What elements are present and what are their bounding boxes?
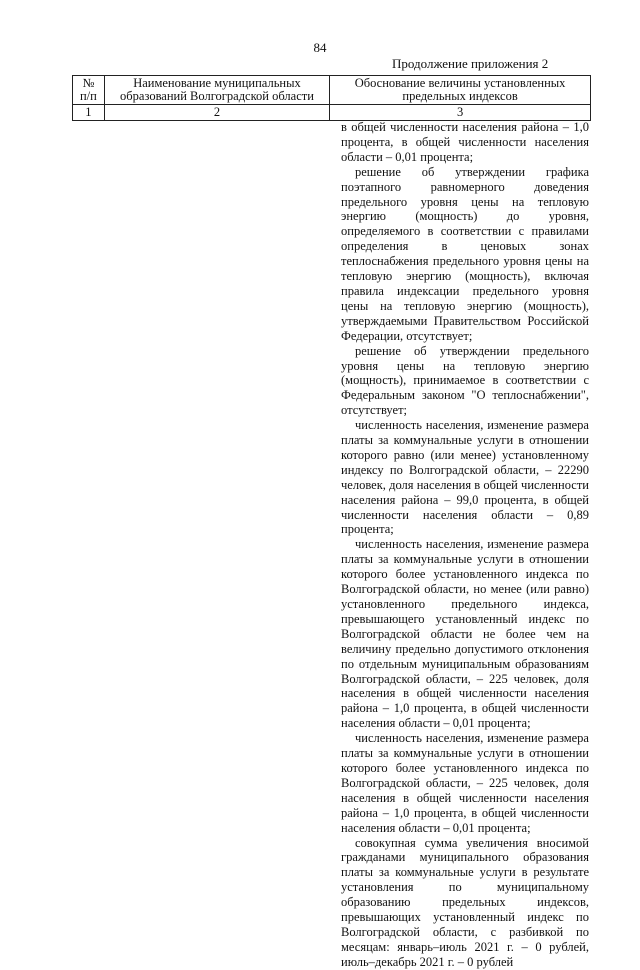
paragraph: решение об утверждении предельного уровня цены на тепловую энергию (мощность), принимаемое в соответствии с Федеральным законом "О теплоснабжении", отсутствует; [341, 343, 589, 418]
header-cell-municipality [104, 76, 329, 105]
paragraph: совокупная сумма увеличения вносимой гражданами муниципального образования платы за коммунальные услуги в результате установления по муниципальному образованию предельных индексов, превышающих установленный индекс по Волгоградской области, с разбивкой по месяцам: январь–июль 2021 г. – 0 рублей, июль–декабрь 2021 г. – 0 рублей [341, 835, 589, 969]
header-municipality-line2: образований Волгоградской области [120, 89, 314, 103]
header-cell-number [73, 76, 105, 105]
column-number-row [73, 105, 591, 121]
header-number-sign: № [82, 76, 95, 90]
paragraph: в общей численности населения района – 1,0 процента, в общей численности населения области – 0,01 процента; [341, 120, 589, 164]
column-number-1: 1 [73, 105, 105, 121]
paragraph: численность населения, изменение размера платы за коммунальные услуги в отношении которого равно (или менее) установленному индексу по Волгоградской области, – 22290 человек, доля населения в общей численности населения района – 99,0 процента, в общей численности населения области – 0,89 процента; [341, 418, 589, 537]
continuation-label: Продолжение приложения 2 [392, 56, 549, 71]
header-number-abbr: п/п [79, 89, 97, 103]
paragraph: численность населения, изменение размера платы за коммунальные услуги в отношении которого более установленного индекса по Волгоградской области, но менее (или равно) установленного предельного индекса, превышающего установленный индекс по Волгоградской области не более чем на величину предельно допустимого отклонения по отдельным муниципальным образованиям Волгоградской области, – 225 человек, доля населения в общей численности населения района – 1,0 процента, в общей численности населения области – 0,01 процента; [341, 537, 589, 731]
column-number-2: 2 [104, 105, 329, 121]
header-justification-line1: Обоснование величины установленных [354, 76, 566, 90]
justification-text [341, 120, 589, 970]
page-number: 84 [313, 40, 327, 55]
header-municipality-line1: Наименование муниципальных [133, 76, 301, 90]
column-number-3: 3 [330, 105, 591, 121]
header-row [73, 76, 591, 105]
header-justification-line2: предельных индексов [402, 89, 518, 103]
paragraph: численность населения, изменение размера платы за коммунальные услуги в отношении которого более установленного индекса по Волгоградской области, – 225 человек, доля населения в общей численности населения района – 1,0 процента, в общей численности населения области – 0,01 процента; [341, 731, 589, 835]
header-table [72, 75, 591, 121]
paragraph: решение об утверждении графика поэтапного равномерного доведения предельного уровня цены на тепловую энергию (мощность) до уровня, определяемого в соответствии с правилами определения в ценовых зонах теплоснабжения предельного уровня цены на тепловую энергию (мощность), включая правила индексации предельного уровня цены на тепловую энергию (мощность), утверждаемыми Правительством Российской Федерации, отсутствует; [341, 164, 589, 343]
header-cell-justification [330, 76, 591, 105]
